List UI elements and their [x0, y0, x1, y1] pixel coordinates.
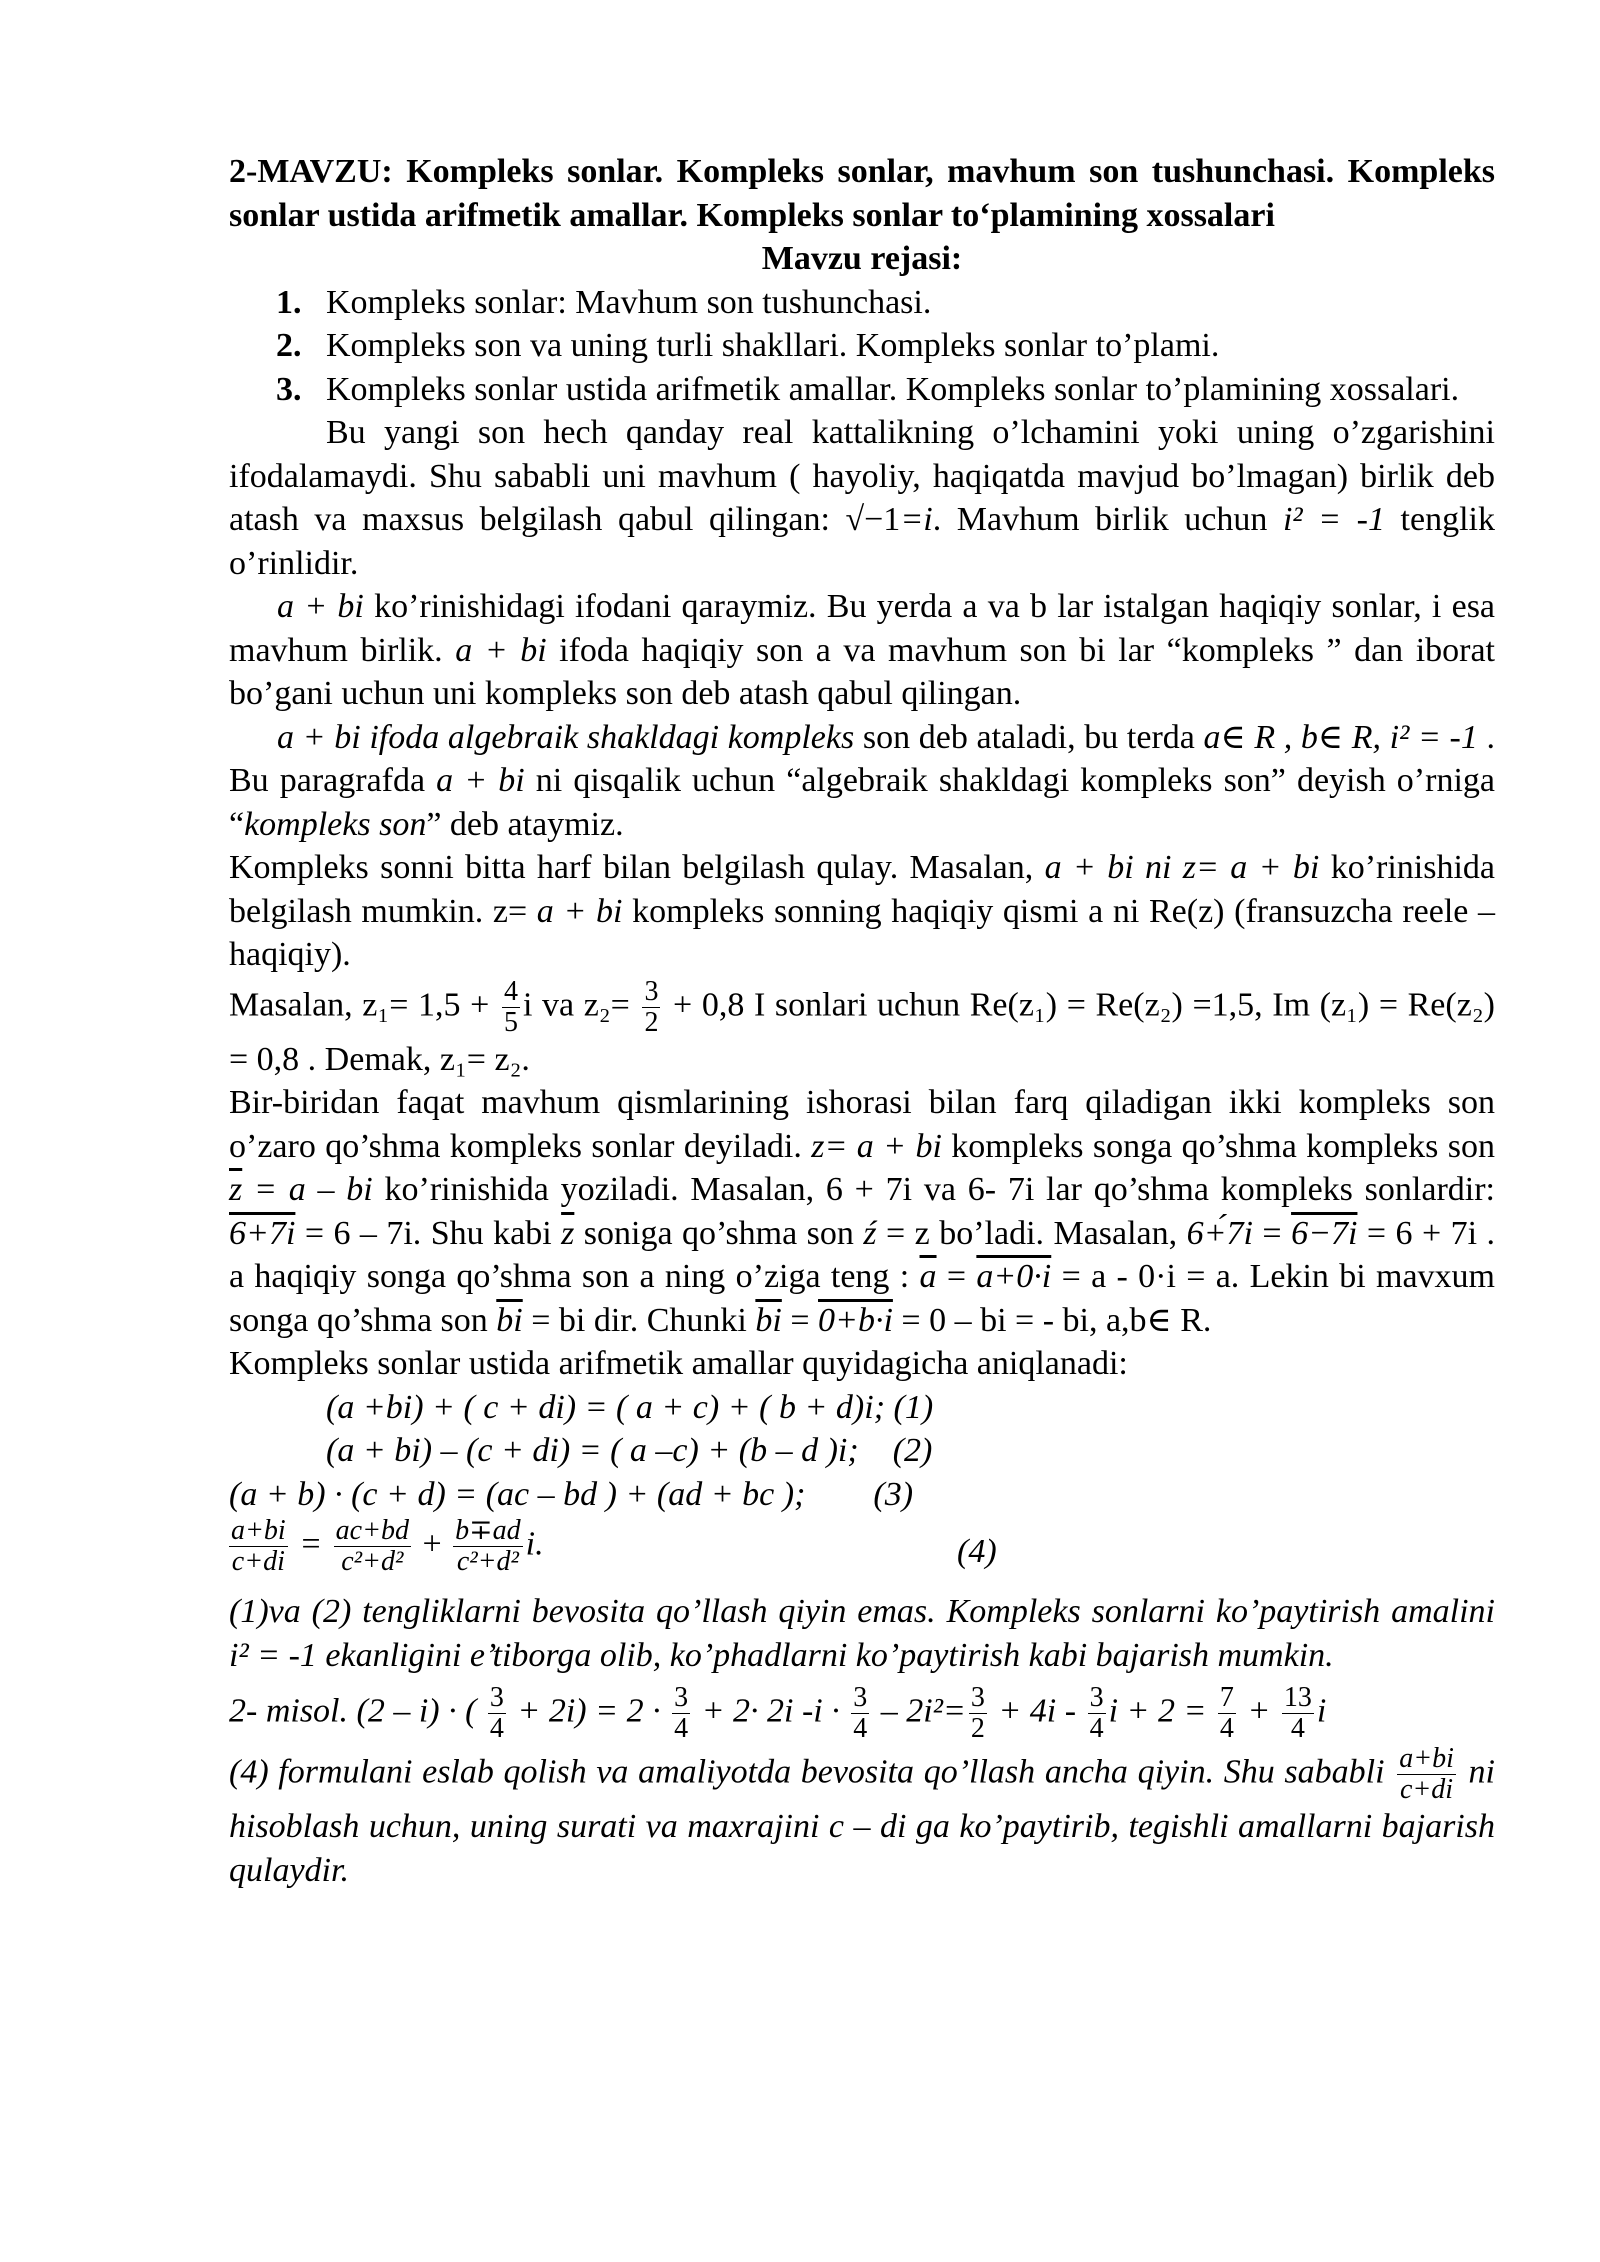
paragraph-imaginary-unit: [229, 411, 1495, 585]
text: +: [1238, 1692, 1279, 1730]
denominator: 4: [1089, 1713, 1104, 1744]
fraction: [1397, 1744, 1456, 1805]
numerator: 3: [1089, 1682, 1104, 1713]
numerator: ac+bd: [335, 1515, 409, 1546]
math-inline: a + bi: [536, 892, 623, 930]
denominator: 5: [503, 1006, 518, 1038]
fraction: [488, 1683, 506, 1744]
denominator: 4: [674, 1713, 689, 1744]
plan-item-text: Kompleks sonlar ustida arifmetik amallar. Kompleks sonlar to’plamining xossalari.: [326, 370, 1460, 408]
italic-text: a + bi ifoda algebraik shakldagi kompleks: [277, 718, 855, 756]
text: =: [781, 1301, 819, 1339]
numerator: a+bi: [1399, 1743, 1454, 1774]
text: ” deb ataymiz.: [426, 805, 624, 843]
math-overline: 6−7i: [1291, 1214, 1358, 1252]
fraction: [502, 977, 520, 1038]
paragraph-conjugate: [229, 1081, 1495, 1342]
paragraph-notation: [229, 846, 1495, 977]
sqrt-expression: √−1: [845, 501, 901, 538]
numerator: 3: [489, 1682, 504, 1713]
text: (4) formulani eslab qolish va amaliyotda bevosita qo’llash ancha qiyin. Shu sababli: [229, 1753, 1395, 1791]
math-overline: $\overline{bi}$: [755, 1301, 782, 1339]
math-overline: $\overline{z}$: [561, 1214, 575, 1252]
plan-item-text: Kompleks sonlar: Mavhum son tushunchasi.: [326, 283, 932, 321]
plan-item: [229, 281, 1495, 325]
fraction: [851, 1683, 869, 1744]
math-inline: ź: [863, 1214, 877, 1252]
text: son deb ataladi, bu terda: [854, 718, 1204, 756]
numerator: 3: [644, 975, 659, 1007]
formula-4: [229, 1516, 1495, 1590]
equals-sign: =: [299, 1525, 323, 1563]
numerator: 4: [503, 975, 518, 1007]
italic-text: kompleks son: [244, 805, 427, 843]
text: ni hisoblash uchun, uning surati va maxrajini c – di ga ko’paytirib, tegishli amallarni bajarish qulaydir.: [229, 1753, 1496, 1889]
math-inline: =i: [900, 501, 933, 538]
math-inline: i.: [525, 1525, 544, 1563]
text: =: [936, 1258, 977, 1295]
math-inline: 6+́7i: [1186, 1214, 1253, 1252]
numerator: 13: [1283, 1682, 1312, 1713]
text: = z bo’ladi. Masalan,: [876, 1214, 1187, 1252]
plan-item: [229, 368, 1495, 412]
text: = a - 0·i = a. Lekin bi mavxum songa qo’shma son: [229, 1258, 1495, 1339]
paragraph-multiplication-note: (1)va (2) tengliklarni bevosita qo’llash qiyin emas. Kompleks sonlarni ko’paytirish amalini i² = -1 ekanligini e’tiborga olib, ko’phadlarni ko’paytirish kabi bajarish mumkin.: [229, 1593, 1495, 1674]
text: soniga qo’shma son: [574, 1214, 864, 1252]
text: ifoda haqiqiy son a va mavhum son bi lar “kompleks ” dan iborat bo’gani uchun uni kompleks son deb atash qabul qilingan.: [229, 631, 1495, 712]
plan-item-number: 2.: [276, 327, 302, 364]
operations-intro: Kompleks sonlar ustida arifmetik amallar quyidagicha aniqlanadi:: [229, 1345, 1128, 1382]
math-overline: $\overline{bi}$: [496, 1301, 523, 1339]
fraction: [453, 1516, 522, 1577]
plan-item-text: Kompleks son va uning turli shakllari. Kompleks sonlar to’plami.: [326, 327, 1220, 364]
text: + 2· 2i -i ·: [693, 1692, 849, 1730]
text: . Bu paragrafda: [229, 718, 1496, 799]
fraction: [1218, 1683, 1236, 1744]
numerator: a+bi: [231, 1515, 286, 1546]
text: Bir-biridan faqat mavhum qismlarining ishorasi bilan farq qiladigan ikki kompleks son o’zaro qo’shma kompleks sonlar deyiladi.: [229, 1084, 1495, 1165]
text: =: [1252, 1214, 1292, 1252]
text: = 6 – 7i. Shu kabi: [295, 1214, 562, 1252]
fraction: [334, 1516, 411, 1577]
text: + 4i -: [989, 1692, 1085, 1730]
math-overline: $\overline{z}$: [229, 1171, 243, 1208]
math-inline: i² = -1: [1389, 718, 1478, 756]
math-inline: a + bi: [455, 631, 547, 669]
text: i va z₂=: [522, 985, 640, 1023]
text: = bi dir. Chunki: [522, 1301, 756, 1339]
fraction: [672, 1683, 690, 1744]
numerator: 3: [970, 1682, 985, 1713]
formula-1: (a +bi) + ( c + di) = ( a + c) + ( b + d)i; (1): [326, 1388, 934, 1426]
text: = 6 + 7i . a haqiqiy songa qo’shma son a ning o’ziga teng :: [229, 1214, 1495, 1295]
denominator: 2: [970, 1713, 985, 1744]
plan-item-number: 3.: [276, 370, 302, 408]
math-inline: a + bi: [277, 588, 364, 625]
paragraph-algebraic-form: [229, 716, 1495, 847]
plan-item-number: 1.: [276, 283, 302, 321]
text: ko’rinishidagi ifodani qaraymiz. Bu yerda a va b lar istalgan haqiqiy sonlar, i esa mavhum birlik.: [229, 588, 1496, 669]
denominator: 4: [1290, 1713, 1305, 1744]
plus-sign: +: [422, 1525, 442, 1563]
numerator: 3: [853, 1682, 868, 1713]
page-title: 2-MAVZU: Kompleks sonlar. Kompleks sonlar, mavhum son tushunchasi. Kompleks sonlar ustida arifmetik amallar. Kompleks sonlar to‘plamining xossalari: [229, 153, 1495, 234]
fraction: [642, 977, 660, 1038]
paragraph-example-equal: [229, 977, 1495, 1082]
formula-3: (a + b) · (c + d) = (ac – bd ) + (ad + bc ); (3): [229, 1475, 914, 1513]
text: kompleks sonning haqiqiy qismi a ni Re(z) (fransuzcha reele – haqiqiy).: [229, 892, 1496, 973]
math-inline: a + bi: [436, 762, 525, 799]
document-page: [229, 150, 1495, 1892]
math-inline: = a – bi: [242, 1171, 373, 1208]
formula-2: (a + bi) – (c + di) = ( a –c) + (b – d )i; (2): [326, 1432, 933, 1469]
text: . Mavhum birlik uchun: [932, 501, 1283, 538]
text: Bu yangi son hech qanday real kattalikning o’lchamini yoki uning o’zgarishini ifodalamaydi. Shu sababli uni mavhum ( hayoliy, haqiqatda mavjud bo’lmagan) birlik deb atash va maxsus belgilash qabul qilingan:: [229, 414, 1495, 538]
fraction: [1282, 1683, 1314, 1744]
denominator: c²+d²: [341, 1546, 404, 1577]
numerator: b∓ad: [455, 1515, 521, 1546]
fraction: [969, 1683, 987, 1744]
numerator: 3: [674, 1682, 689, 1713]
text: Kompleks sonni bitta harf bilan belgilash qulay. Masalan,: [229, 849, 1045, 886]
text: + 0,8 I sonlari uchun Re(z₁) = Re(z₂) =1,5, Im (z₁) = Re(z₂) = 0,8 . Demak, z₁= z₂.: [229, 985, 1495, 1078]
denominator: c+di: [1399, 1774, 1454, 1805]
denominator: 4: [853, 1713, 868, 1744]
fraction: [229, 1516, 288, 1577]
denominator: 4: [489, 1713, 504, 1744]
text: Masalan, z₁= 1,5 +: [229, 985, 499, 1023]
example-2: [229, 1683, 1495, 1744]
text: + 2i) = 2 ·: [508, 1692, 670, 1730]
math-overline: $\overline{a}$: [919, 1258, 937, 1295]
plan-list: [229, 281, 1495, 412]
text: 2- misol. (2 – i) · (: [229, 1692, 485, 1730]
math-overline: 0+b·i: [818, 1301, 893, 1339]
denominator: c²+d²: [456, 1546, 519, 1577]
fraction: [1088, 1683, 1106, 1744]
text: = 0 – bi = - bi, a,b∈ R.: [892, 1301, 1212, 1339]
math-inline: a∈ R , b∈ R,: [1203, 718, 1381, 756]
math-inline: i² = -1: [1282, 501, 1385, 538]
numerator: 7: [1219, 1682, 1234, 1713]
paragraph-division-note: [229, 1744, 1495, 1892]
text: i + 2 =: [1108, 1692, 1215, 1730]
paragraph-complex-form: [229, 585, 1495, 716]
text: ko’rinishida belgilash mumkin. z=: [229, 849, 1496, 930]
text: ni qisqalik uchun “algebraik shakldagi kompleks son” deyish o’rniga “: [229, 762, 1495, 843]
text: – 2i²=: [872, 1692, 966, 1730]
formula-number: (4): [957, 1533, 997, 1570]
denominator: c+di: [231, 1546, 285, 1577]
denominator: 4: [1219, 1713, 1234, 1744]
math-inline: a + bi ni z= a + bi: [1044, 849, 1320, 886]
plan-item: [229, 324, 1495, 368]
denominator: 2: [644, 1006, 659, 1038]
plan-heading: Mavzu rejasi:: [761, 240, 963, 277]
text: kompleks songa qo’shma kompleks son: [941, 1127, 1495, 1165]
text: ko’rinishida yoziladi. Masalan, 6 + 7i va 6- 7i lar qo’shma kompleks sonlardir:: [372, 1171, 1495, 1208]
math-overline: 6+7i: [229, 1214, 296, 1252]
math-overline: a+0·i: [976, 1258, 1052, 1295]
text: i: [1316, 1692, 1327, 1730]
text: tenglik o’rinlidir.: [229, 501, 1495, 582]
math-inline: z= a + bi: [811, 1127, 942, 1165]
